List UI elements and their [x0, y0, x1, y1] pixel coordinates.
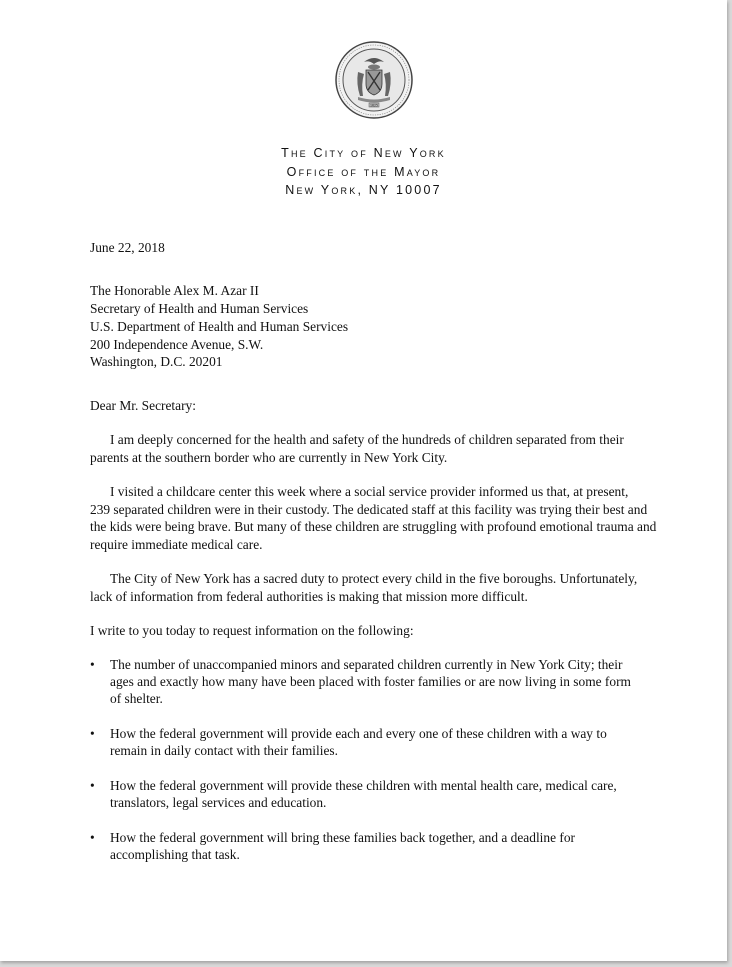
letter-date: June 22, 2018 [90, 240, 165, 255]
paragraph-line: The City of New York has a sacred duty to protect every child in the five boroughs. Unfortunately, [110, 571, 638, 586]
paragraph-line: lack of information from federal authorities is making that mission more difficult. [90, 589, 528, 604]
list-item-line: The number of unaccompanied minors and separated children currently in New York City; their [110, 657, 623, 672]
letterhead-city: The City of New York [281, 146, 446, 160]
list-item-line: remain in daily contact with their families. [110, 743, 338, 758]
city-seal-icon [334, 40, 414, 120]
paragraph-line: parents at the southern border who are currently in New York City. [90, 450, 448, 465]
paragraph-line: the kids were being brave. But many of these children are struggling with profound emotional trauma and [90, 519, 657, 534]
list-item-line: How the federal government will provide each and every one of these children with a way to [110, 726, 607, 741]
recipient-line: Washington, D.C. 20201 [90, 354, 223, 369]
letterhead-office: Office of the Mayor [286, 165, 441, 179]
list-item-line: How the federal government will provide these children with mental health care, medical care, [110, 778, 617, 793]
list-item-line: How the federal government will bring these families back together, and a deadline for [110, 830, 575, 845]
paragraph-line: require immediate medical care. [90, 537, 263, 552]
list-item-line: translators, legal services and education. [110, 795, 327, 810]
list-item-line: ages and exactly how many have been placed with foster families or are now living in some form [110, 674, 631, 689]
recipient-line: Secretary of Health and Human Services [90, 301, 309, 316]
request-intro: I write to you today to request information on the following: [90, 623, 414, 638]
recipient-line: 200 Independence Avenue, S.W. [90, 337, 264, 352]
bullet-icon: • [90, 726, 95, 741]
list-item-line: of shelter. [110, 691, 163, 706]
list-item-line: accomplishing that task. [110, 847, 240, 862]
paragraph-line: 239 separated children were in their custody. The dedicated staff at this facility was trying their best and [90, 502, 648, 517]
bullet-icon: • [90, 657, 95, 672]
salutation: Dear Mr. Secretary: [90, 398, 196, 413]
bullet-icon: • [90, 778, 95, 793]
recipient-line: U.S. Department of Health and Human Services [90, 319, 349, 334]
paragraph-line: I am deeply concerned for the health and safety of the hundreds of children separated from their [110, 432, 624, 447]
bullet-icon: • [90, 830, 95, 845]
paragraph-line: I visited a childcare center this week where a social service provider informed us that, at present, [110, 484, 629, 499]
letterhead-address: New York, NY 10007 [285, 183, 442, 197]
recipient-line: The Honorable Alex M. Azar II [90, 283, 259, 298]
seal-year: 1625 [369, 103, 379, 108]
